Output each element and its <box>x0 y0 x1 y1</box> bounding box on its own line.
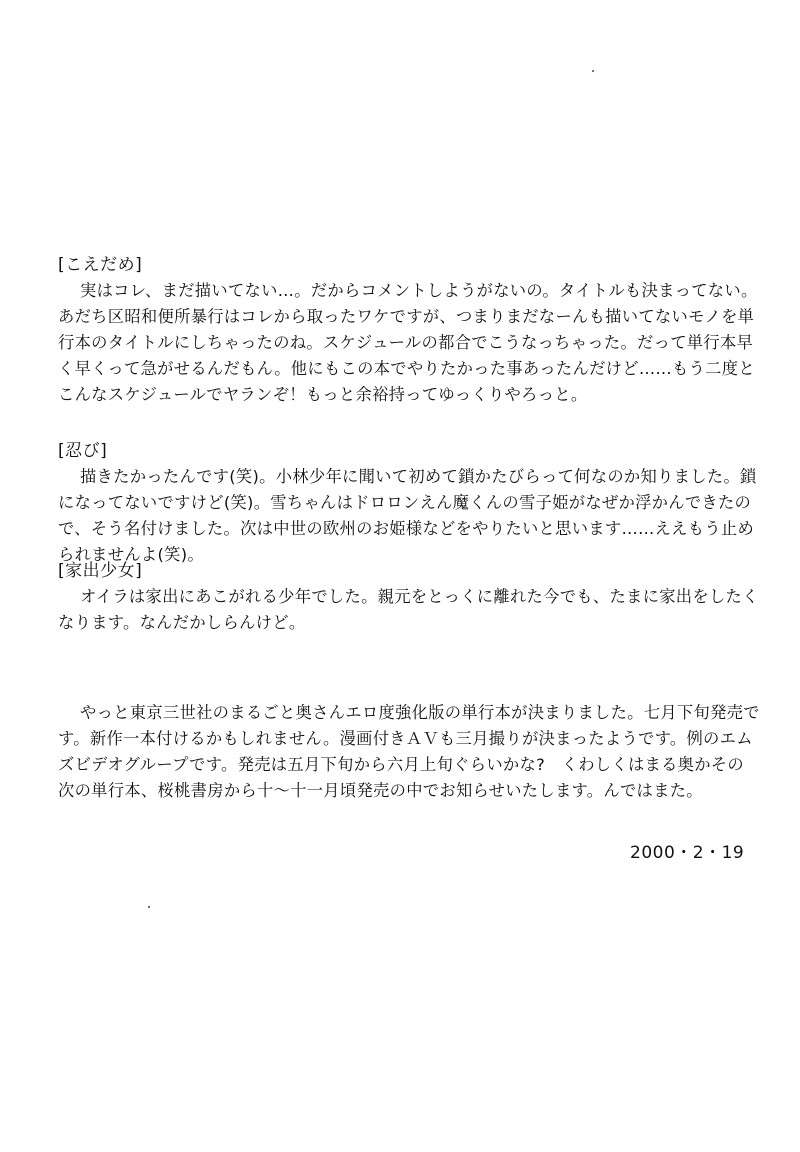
paragraph-line: あだち区昭和便所暴行はコレから取ったワケですが、つまりまだなーんも描いてないモノを単 <box>58 307 755 326</box>
section-iede-shoujo <box>58 558 759 636</box>
paragraph-line: になってないですけど(笑)。雪ちゃんはドロロンえん魔くんの雪子姫がなぜか浮かんできたの <box>58 493 752 512</box>
section-heading: [忍び] <box>58 441 108 461</box>
section-shinobi <box>58 438 757 568</box>
section-heading: [こえだめ] <box>58 255 143 275</box>
paragraph-line: やっと東京三世社のまるごと奥さんエロ度強化版の単行本が決まりました。七月下旬発売で <box>80 703 760 722</box>
section-kouedame <box>58 252 758 408</box>
paragraph-line: 次の単行本、桜桃書房から十〜十一月頃発売の中でお知らせいたします。んではまた。 <box>58 781 703 800</box>
notice-paragraph <box>58 700 760 804</box>
paragraph-line: 行本のタイトルにしちゃったのね。スケジュールの都合でこうなっちゃった。だって単行本早 <box>58 333 754 352</box>
scan-speck <box>592 70 594 72</box>
paragraph-line: られませんよ(笑)。 <box>58 545 204 564</box>
paragraph-line: こんなスケジュールでヤランぞ！もっと余裕持ってゆっくりやろっと。 <box>58 385 588 404</box>
paragraph-line: オイラは家出にあこがれる少年でした。親元をとっくに離れた今でも、たまに家出をしたく <box>80 587 759 606</box>
paragraph-line: ズビデオグループです。発売は五月下旬から六月上旬ぐらいかな? くわしくはまる奥かその <box>58 755 745 774</box>
date-stamp: 2000・2・19 <box>630 843 745 863</box>
paragraph-line: で、そう名付けました。次は中世の欧州のお姫様などをやりたいと思います……ええもう止め <box>58 519 755 538</box>
paragraph-line: す。新作一本付けるかもしれません。漫画付きＡＶも三月撮りが決まったようです。例のエム <box>58 729 753 748</box>
paragraph-line: 描きたかったんです(笑)。小林少年に聞いて初めて鎖かたびらって何なのか知りました。鎖 <box>80 467 757 486</box>
scan-speck <box>148 906 150 908</box>
paragraph-line: 実はコレ、まだ描いてない…。だからコメントしようがないの。タイトルも決まってない。 <box>80 281 758 300</box>
section-heading: [家出少女] <box>58 561 143 581</box>
paragraph-line: なります。なんだかしらんけど。 <box>58 613 306 632</box>
paragraph-line: く早くって急がせるんだもん。他にもこの本でやりたかった事あったんだけど……もう二度と <box>58 359 755 378</box>
